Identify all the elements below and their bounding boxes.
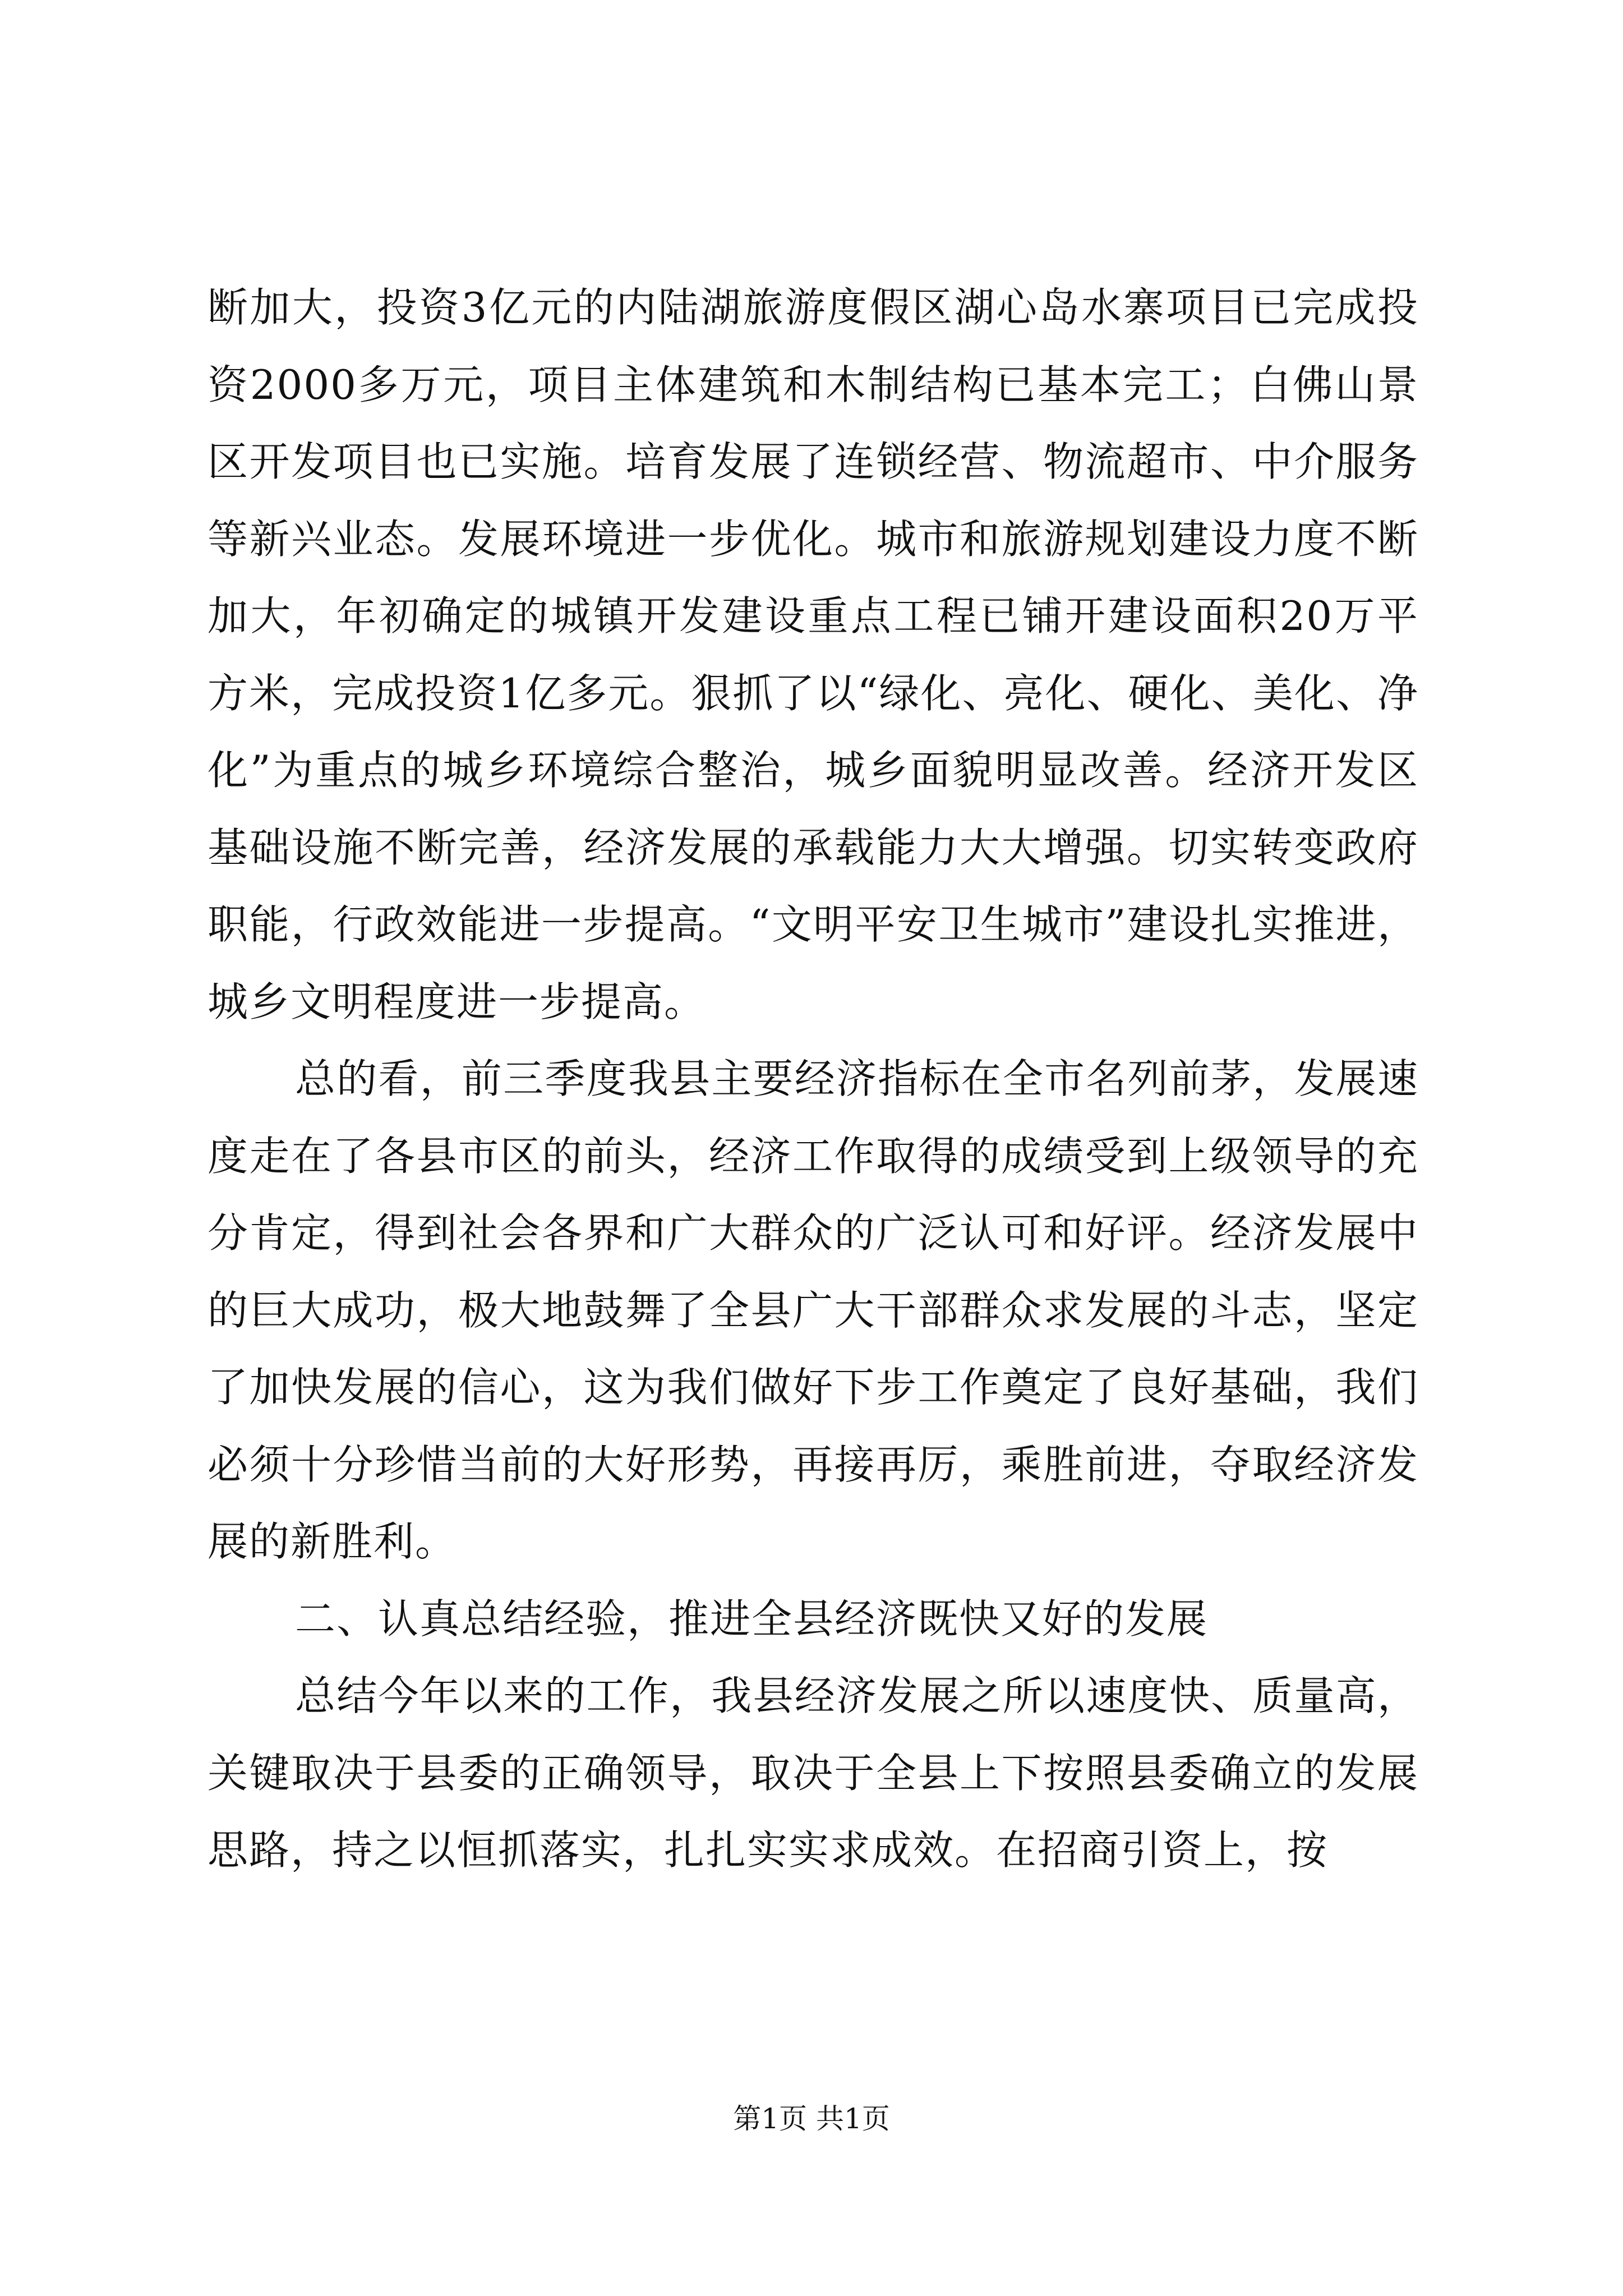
paragraph-1: 断加大，投资3亿元的内陆湖旅游度假区湖心岛水寨项目已完成投资2000多万元，项目主体建筑和木制结构已基本完工；白佛山景区开发项目也已实施。培育发展了连锁经营、物流超市、中介服务等新兴业态。发展环境进一步优化。城市和旅游规划建设力度不断加大，年初确定的城镇开发建设重点工程已铺开建设面积20万平方米，完成投资1亿多元。狠抓了以“绿化、亮化、硬化、美化、净化”为重点的城乡环境综合整治，城乡面貌明显改善。经济开发区基础设施不断完善，经济发展的承载能力大大增强。切实转变政府职能，行政效能进一步提高。“文明平安卫生城市”建设扎实推进，城乡文明程度进一步提高。 bbox=[208, 284, 1419, 1025]
section-heading: 二、认真总结经验，推进全县经济既快又好的发展 bbox=[295, 1595, 1209, 1642]
paragraph-2: 总的看，前三季度我县主要经济指标在全市名列前茅，发展速度走在了各县市区的前头，经济工作取得的成绩受到上级领导的充分肯定，得到社会各界和广大群众的广泛认可和好评。经济发展中的巨大成功，极大地鼓舞了全县广大干部群众求发展的斗志，坚定了加快发展的信心，这为我们做好下步工作奠定了良好基础，我们必须十分珍惜当前的大好形势，再接再厉，乘胜前进，夺取经济发展的新胜利。 bbox=[208, 1055, 1419, 1565]
paragraph-3: 总结今年以来的工作，我县经济发展之所以速度快、质量高，关键取决于县委的正确领导，取决于全县上下按照县委确立的发展思路，持之以恒抓落实，扎扎实实求成效。在招商引资上，按 bbox=[208, 1672, 1419, 1874]
page-number-label: 第1页 共1页 bbox=[733, 2102, 890, 2135]
page-footer bbox=[0, 2099, 1623, 2138]
document-body bbox=[208, 269, 1419, 1889]
